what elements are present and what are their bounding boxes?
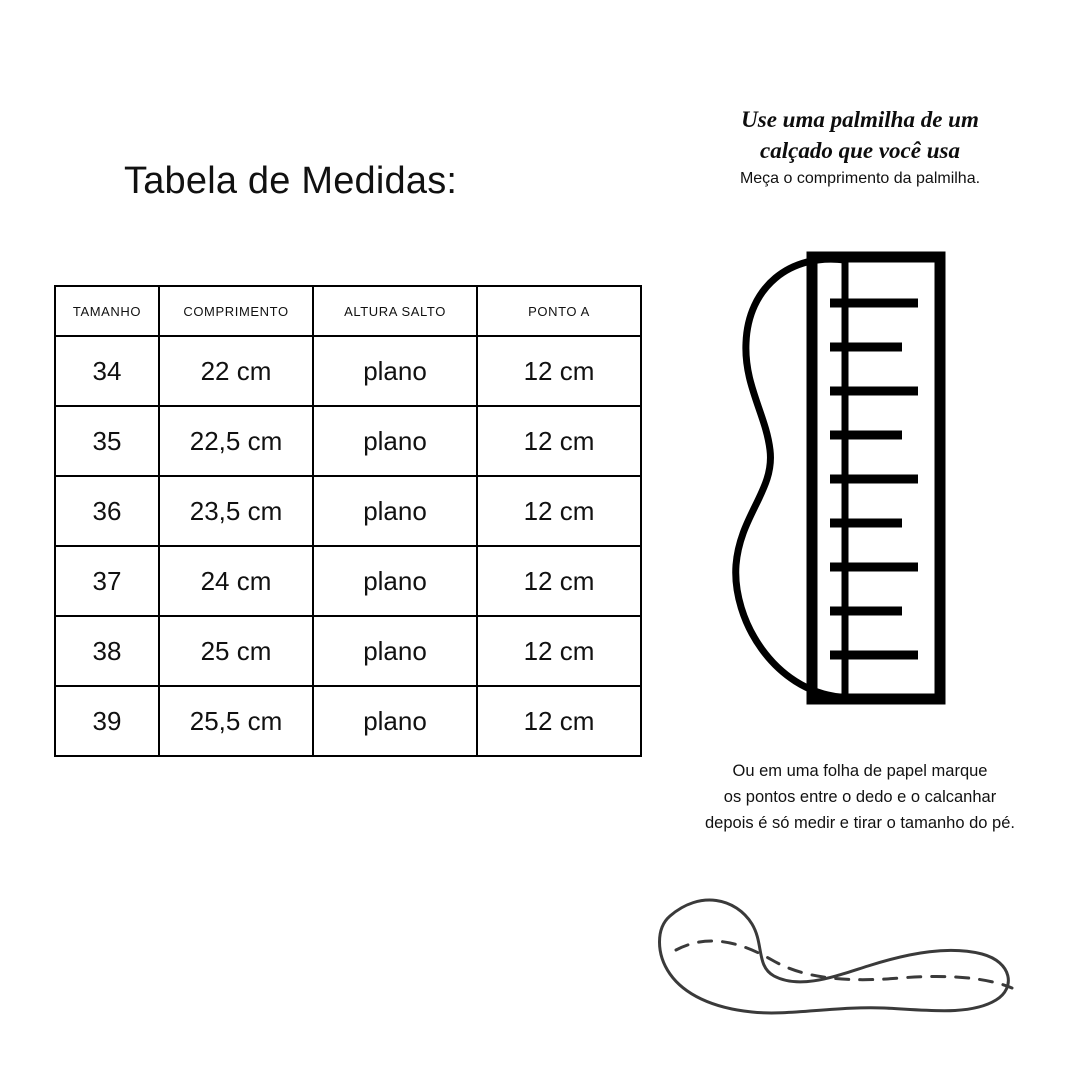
cell-altura-salto: plano xyxy=(313,686,477,756)
table-row xyxy=(55,686,641,756)
cell-altura-salto: plano xyxy=(313,406,477,476)
footprint-outline-icon xyxy=(640,870,1080,1050)
column-header-comprimento: COMPRIMENTO xyxy=(159,286,313,336)
cell-tamanho: 39 xyxy=(55,686,159,756)
table-row xyxy=(55,336,641,406)
footprint-measure-dashed-line xyxy=(676,941,1012,988)
cell-ponto-a: 12 cm xyxy=(477,336,641,406)
cell-comprimento: 24 cm xyxy=(159,546,313,616)
cell-altura-salto: plano xyxy=(313,616,477,686)
cell-altura-salto: plano xyxy=(313,546,477,616)
column-header-altura-salto: ALTURA SALTO xyxy=(313,286,477,336)
cell-comprimento: 25,5 cm xyxy=(159,686,313,756)
column-header-ponto-a: PONTO A xyxy=(477,286,641,336)
cell-tamanho: 38 xyxy=(55,616,159,686)
cell-ponto-a: 12 cm xyxy=(477,546,641,616)
table-row xyxy=(55,546,641,616)
column-header-tamanho: TAMANHO xyxy=(55,286,159,336)
insole-with-ruler-icon xyxy=(670,235,1070,735)
table-header-row xyxy=(55,286,641,336)
cell-tamanho: 37 xyxy=(55,546,159,616)
table-row xyxy=(55,616,641,686)
paper-note-line2: os pontos entre o dedo e o calcanhar xyxy=(723,788,997,806)
paper-note-line3: depois é só medir e tirar o tamanho do pé. xyxy=(704,814,1015,832)
cell-tamanho: 35 xyxy=(55,406,159,476)
cell-ponto-a: 12 cm xyxy=(477,406,641,476)
cell-comprimento: 25 cm xyxy=(159,616,313,686)
footprint-outline xyxy=(660,900,1009,1013)
size-table xyxy=(54,285,642,757)
insole-instruction-subtext: Meça o comprimento da palmilha. xyxy=(739,170,981,187)
paper-note-line1: Ou em uma folha de papel marque xyxy=(732,762,988,780)
cell-ponto-a: 12 cm xyxy=(477,616,641,686)
cell-comprimento: 23,5 cm xyxy=(159,476,313,546)
instructions-panel xyxy=(640,0,1080,1080)
table-row xyxy=(55,406,641,476)
cell-ponto-a: 12 cm xyxy=(477,476,641,546)
insole-instruction-heading xyxy=(660,104,1060,166)
table-row xyxy=(55,476,641,546)
insole-heading-line2: calçado que você usa xyxy=(760,138,960,163)
page-title: Tabela de Medidas: xyxy=(124,160,458,202)
insole-outline xyxy=(736,259,845,697)
cell-tamanho: 36 xyxy=(55,476,159,546)
cell-tamanho: 34 xyxy=(55,336,159,406)
cell-comprimento: 22,5 cm xyxy=(159,406,313,476)
cell-ponto-a: 12 cm xyxy=(477,686,641,756)
cell-comprimento: 22 cm xyxy=(159,336,313,406)
paper-method-note xyxy=(640,758,1080,836)
cell-altura-salto: plano xyxy=(313,476,477,546)
cell-altura-salto: plano xyxy=(313,336,477,406)
insole-heading-line1: Use uma palmilha de um xyxy=(741,107,979,132)
